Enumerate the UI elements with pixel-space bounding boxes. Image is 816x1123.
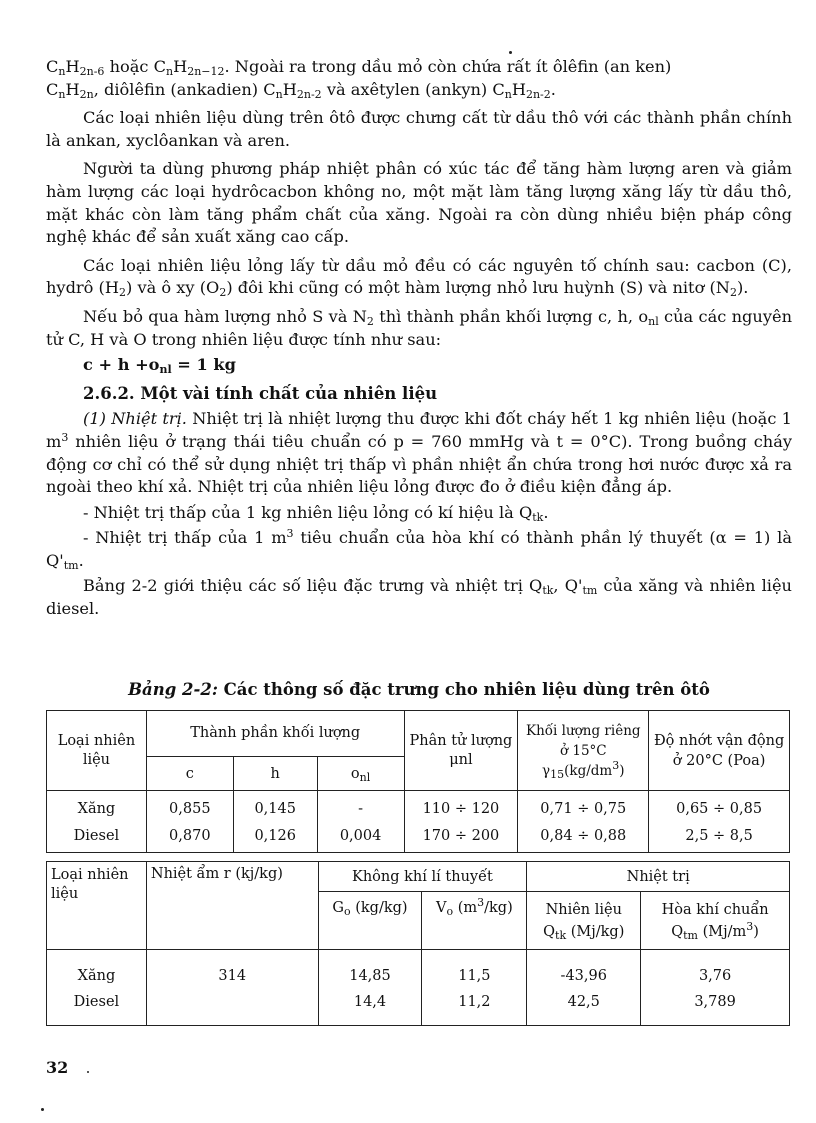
cell-fuel: Diesel	[47, 821, 147, 853]
cell-air-volume: 11,2	[422, 990, 527, 1026]
paragraph-mass-fraction: Nếu bỏ qua hàm lượng nhỏ S và $N_2$ thì thành phần khối lượng c, h, $o_{nl}$ của các nguyên tử C, H và O trong nhiên liệu được tính như sau:	[46, 306, 792, 349]
paragraph-heat-value: (1) Nhiệt trị. Nhiệt trị là nhiệt lượng thu được khi đốt cháy hết 1 kg nhiên liệu (hoặc 1 $m^3$ nhiên liệu ở trạng thái tiêu chuẩn có p = 760 mmHg và t = 0°C). Trong buồng cháy động cơ chỉ có thể sử dụng nhiệt trị thấp vì phần nhiệt ẩn chứa trong hơi nước được xả ra ngoài theo khí xả. Nhiệt trị của nhiên liệu lỏng được đo ở điều kiện đẳng áp.	[46, 409, 792, 497]
cell-h: 0,126	[233, 821, 317, 853]
header-standard-mixture: Hòa khí chuẩn $Q_{tm}$ $(Mj/m^3)$	[641, 892, 790, 950]
intro-line-1: $C_nH_{2n-6}$ hoặc $C_nH_{2n-12}$. Ngoài ra trong dầu mỏ còn chứa rất ít ôlêfin (an ken)	[46, 57, 672, 78]
speck-mark	[87, 1071, 89, 1073]
header-air-mass: $G_o$ (kg/kg)	[318, 892, 422, 950]
heat-value-table	[46, 861, 790, 1026]
bullet-qtm: - Nhiệt trị thấp của 1 $m^3$ tiêu chuẩn của hòa khí có thành phần lý thuyết (α = 1) là $Q'_{tm}$.	[46, 527, 792, 572]
body-text-block	[46, 56, 792, 621]
header-hydrogen: h	[233, 757, 317, 791]
header-latent-heat: Nhiệt ẩm r (kj/kg)	[146, 862, 318, 950]
section-heading: 2.6.2. Một vài tính chất của nhiên liệu	[83, 383, 438, 403]
cell-c: 0,870	[146, 821, 233, 853]
cell-o: -	[317, 791, 404, 821]
header-theoretical-air: Không khí lí thuyết	[318, 862, 527, 892]
paragraph-fuel-components: Các loại nhiên liệu dùng trên ôtô được chưng cất từ dầu thô với các thành phần chính là ankan, xyclôankan và aren.	[46, 108, 792, 150]
cell-latent-heat	[146, 990, 318, 1026]
cell-fuel: Xăng	[47, 950, 147, 990]
header-viscosity: Độ nhớt vận động ở 20°C (Poa)	[649, 711, 790, 791]
intro-line-2: $C_nH_{2n}$, diôlêfin (ankadien) $C_nH_{2n-2}$ và axêtylen (ankyn) $C_nH_{2n-2}$.	[46, 79, 556, 101]
bullet-qtk: - Nhiệt trị thấp của 1 kg nhiên liệu lỏng có kí hiệu là $Q_{tk}$.	[83, 502, 549, 524]
fuel-properties-table	[46, 710, 790, 853]
header-air-volume: $V_o$ $(m^3/kg)$	[422, 892, 527, 950]
formula-mass-balance: $c + h +o_{nl} = 1$ kg	[83, 355, 236, 377]
cell-density: 0,84 ÷ 0,88	[518, 821, 649, 853]
cell-latent-heat: 314	[146, 950, 318, 990]
header-liquid-fuel: Nhiên liệu $Q_{tk}$ (Mj/kg)	[527, 892, 641, 950]
cell-viscosity: 2,5 ÷ 8,5	[649, 821, 790, 853]
cell-density: 0,71 ÷ 0,75	[518, 791, 649, 821]
paragraph-elements: Các loại nhiên liệu lỏng lấy từ dầu mỏ đều có các nguyên tố chính sau: cacbon (C), hydrô $(H_2)$ và ô xy $(O_2)$ đôi khi cũng có một hàm lượng nhỏ lưu huỳnh (S) và nitơ $(N_2)$.	[46, 255, 792, 300]
cell-air-mass: 14,85	[318, 950, 422, 990]
cell-liquid-fuel: -43,96	[527, 950, 641, 990]
header-calorific-value: Nhiệt trị	[527, 862, 790, 892]
page-number: 32	[46, 1058, 69, 1077]
cell-fuel: Diesel	[47, 990, 147, 1026]
cell-h: 0,145	[233, 791, 317, 821]
header-molecular-weight: Phân tử lượng μnl	[404, 711, 518, 791]
paragraph-pyrolysis: Người ta dùng phương pháp nhiệt phân có xúc tác để tăng hàm lượng aren và giảm hàm lượng các loại hydrôcacbon không no, một mặt làm tăng lượng xăng lấy từ dầu thô, mặt khác còn làm tăng phẩm chất của xăng. Ngoài ra còn dùng nhiều biện pháp công nghệ khác để sản xuất xăng cao cấp.	[46, 159, 792, 247]
cell-o: 0,004	[317, 821, 404, 853]
header-fuel-type: Loại nhiên liệu	[47, 711, 147, 791]
header-carbon: c	[146, 757, 233, 791]
header-oxygen: $o_{nl}$	[317, 757, 404, 791]
cell-c: 0,855	[146, 791, 233, 821]
header-mass-composition: Thành phần khối lượng	[146, 711, 404, 757]
cell-liquid-fuel: 42,5	[527, 990, 641, 1026]
cell-air-mass: 14,4	[318, 990, 422, 1026]
table-caption: Bảng 2-2: Các thông số đặc trưng cho nhiên liệu dùng trên ôtô	[128, 680, 710, 699]
cell-standard-mixture: 3,789	[641, 990, 790, 1026]
header-density: Khối lượng riêng ở 15°C $\gamma_{15}(kg/dm^3)$	[518, 711, 649, 791]
cell-mol: 170 ÷ 200	[404, 821, 518, 853]
cell-fuel: Xăng	[47, 791, 147, 821]
cell-standard-mixture: 3,76	[641, 950, 790, 990]
speck-mark	[509, 51, 512, 54]
speck-mark	[41, 1108, 44, 1111]
header-fuel-type: Loại nhiên liệu	[47, 862, 147, 950]
cell-mol: 110 ÷ 120	[404, 791, 518, 821]
cell-air-volume: 11,5	[422, 950, 527, 990]
paragraph-table-intro: Bảng 2-2 giới thiệu các số liệu đặc trưng và nhiệt trị $Q_{tk}$, $Q'_{tm}$ của xăng và nhiên liệu diesel.	[46, 576, 792, 619]
cell-viscosity: 0,65 ÷ 0,85	[649, 791, 790, 821]
